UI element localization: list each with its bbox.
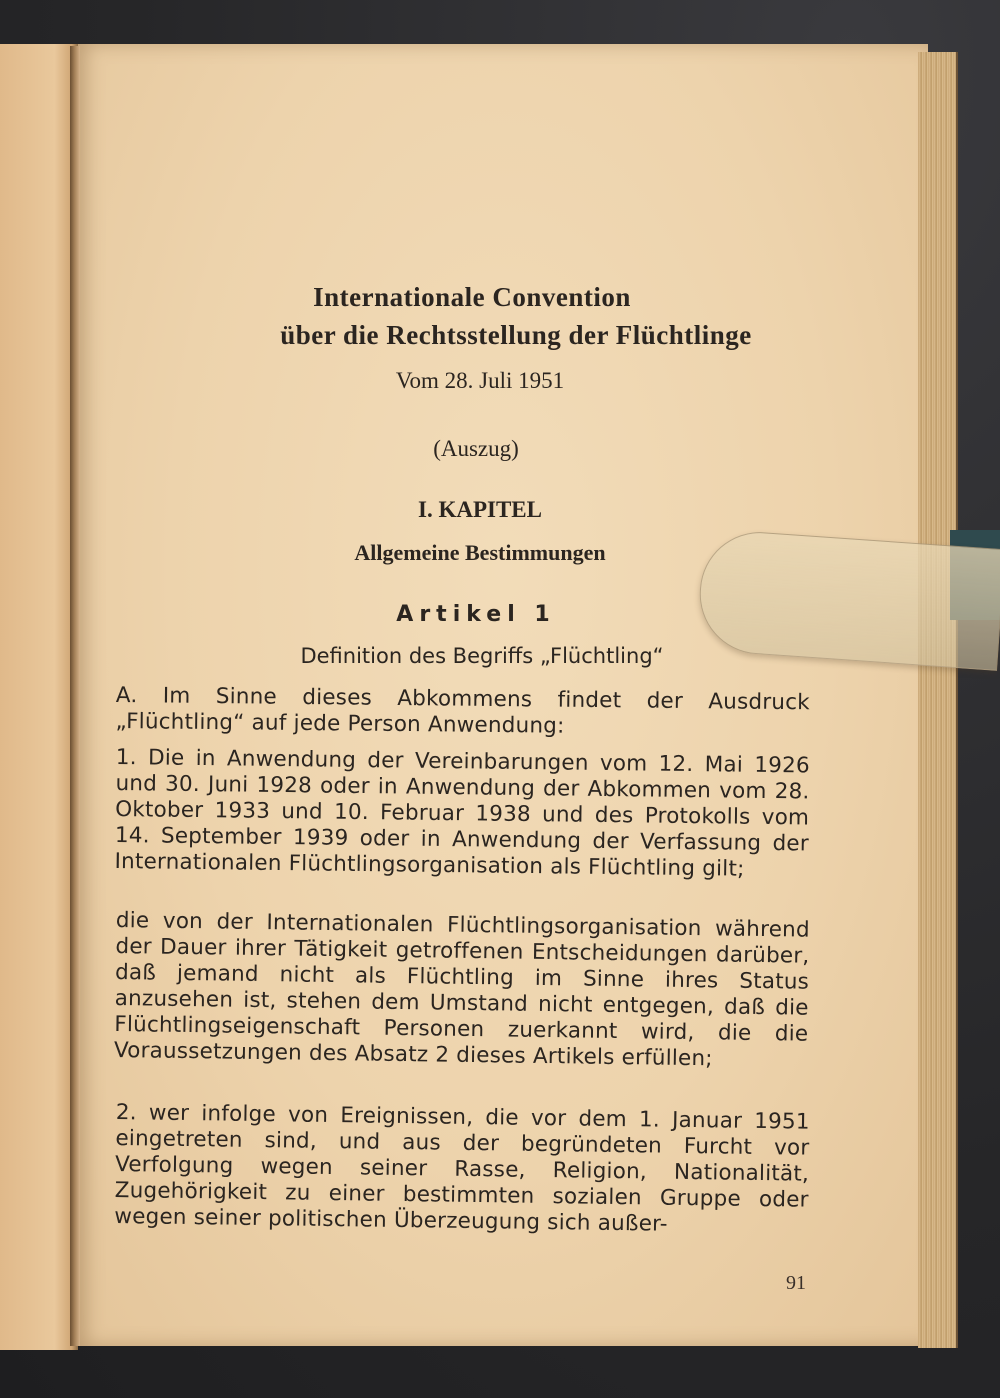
paragraph-item-2: 2. wer infolge von Ereignissen, die vor dem 1. Januar 1951 eingetreten sind, und aus der begründeten Furcht vor Verfolgung wegen seiner Rasse, Religion, Nationalität, Zugehörigkeit zu einer bestimmten sozialen Gruppe oder wegen seiner politischen Überzeugung sich außer-: [114, 1100, 810, 1237]
page-number: 91: [786, 1272, 806, 1294]
chapter-label: I. KAPITEL: [418, 497, 542, 522]
extract-note: (Auszug): [433, 436, 519, 461]
book-gutter: [70, 46, 80, 1346]
previous-page-edge: [0, 44, 78, 1350]
paragraph-item-1-continued: die von der Internationalen Flüchtlingsorganisation während der Dauer ihrer Tätigkeit getroffenen Entscheidungen darüber, daß jemand nicht als Flüchtling im Sinne ihres Status anzusehen ist, stehen dem Umstand nicht entgegen, daß die Flüchtlingseigenschaft Personen zuerkannt wird, die die Voraussetzungen des Absatz 2 dieses Artikels erfüllen;: [113, 908, 810, 1072]
paragraph-item-1: 1. Die in Anwendung der Vereinbarungen vom 12. Mai 1926 und 30. Juni 1928 oder in Anwendung der Abkommen vom 28. Oktober 1933 und 10. Februar 1938 und des Protokolls vom 14. September 1939 oder in Anwendung der Verfassung der Internationalen Flüchtlingsorganisation als Flüchtling gilt;: [114, 745, 810, 882]
document-title-line2: über die Rechtsstellung der Flüchtlinge: [280, 320, 752, 350]
article-title: Definition des Begriffs „Flüchtling“: [300, 644, 664, 668]
page-block-edge: [918, 52, 958, 1348]
article-label: Artikel 1: [396, 602, 556, 627]
document-date: Vom 28. Juli 1951: [395, 368, 565, 393]
paragraph-a: A. Im Sinne dieses Abkommens findet der Ausdruck „Flüchtling“ auf jede Person Anwendung:: [115, 683, 810, 739]
document-title-line1: Internationale Convention: [313, 282, 631, 312]
chapter-title: Allgemeine Bestimmungen: [354, 540, 606, 565]
